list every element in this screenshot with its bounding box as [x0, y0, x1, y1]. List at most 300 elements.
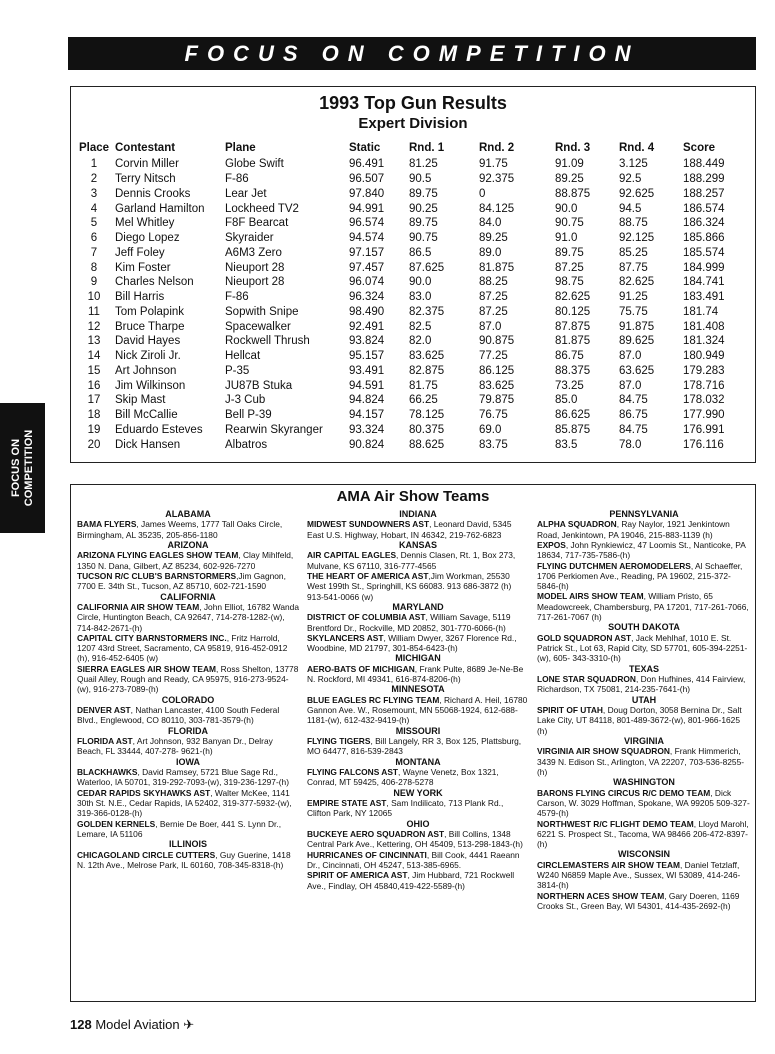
table-cell: P-35 [225, 364, 250, 377]
table-cell: Hellcat [225, 350, 261, 363]
team-name: GOLDEN KERNELS [77, 818, 156, 829]
table-cell: 86.75 [619, 409, 648, 422]
table-cell: 7 [90, 246, 98, 259]
table-cell: 90.0 [555, 202, 578, 215]
table-cell: 94.824 [349, 394, 385, 407]
team-contact: , Dennis Clasen, Rt. 1, Box 273, Mulvane, KS 67110, 316-777-4565 [307, 550, 516, 571]
table-cell: 188.257 [683, 187, 725, 200]
team-contact: , Bill Cook, 4441 Raeann Dr., Cincinnati, OH 45247, 513-385-6965. [307, 849, 520, 871]
table-cell: 98.490 [349, 305, 385, 318]
table-cell: 88.875 [555, 187, 591, 200]
team-name: MIDWEST SUNDOWNERS AST [307, 519, 430, 530]
table-cell: 90.5 [409, 173, 432, 186]
table-cell: 90.0 [409, 276, 432, 289]
table-cell: 92.125 [619, 232, 655, 245]
team-name: LONE STAR SQUADRON [537, 674, 636, 685]
table-cell: 92.491 [349, 320, 385, 333]
table-cell: 78.125 [409, 409, 445, 422]
table-row [73, 260, 753, 275]
team-entry [537, 633, 751, 664]
team-entry [307, 870, 529, 891]
top-gun-results-box [70, 86, 756, 463]
state-heading: IOWA [176, 756, 200, 767]
table-row [73, 305, 753, 320]
team-contact: , Nathan Lancaster, 4100 South Federal Blvd., Englewood, CO 80110, 303-781-3579-(h) [77, 705, 280, 726]
team-name: BARONS FLYING CIRCUS R/C DEMO TEAM [537, 787, 711, 798]
column-header: Score [683, 142, 715, 154]
table-cell: 89.75 [409, 187, 438, 200]
team-contact: , Guy Guerine, 1418 N. 12th Ave., Melrose Park, IL 60160, 708-345-8318-(h) [77, 849, 291, 870]
team-entry [307, 829, 529, 850]
team-name: SPIRIT OF AMERICA AST [307, 870, 408, 881]
results-title: 1993 Top Gun Results [319, 93, 507, 113]
table-cell: Bruce Tharpe [115, 320, 185, 333]
table-cell: F-86 [225, 291, 249, 304]
team-entry [537, 519, 751, 540]
table-cell: 85.25 [619, 246, 648, 259]
table-cell: 176.116 [683, 438, 724, 451]
team-entry [307, 519, 529, 540]
table-cell: 96.074 [349, 276, 385, 289]
team-name: BLUE EAGLES RC FLYING TEAM [307, 694, 440, 705]
team-name: HURRICANES OF CINCINNATI [307, 849, 427, 860]
team-entry [77, 767, 299, 788]
team-contact: , Walter McKee, 1141 30th St. N.E., Cedar Rapids, IA 52402, 319-377-5932-(w), 319-366-0128-(h) [77, 787, 292, 819]
table-cell: 178.716 [683, 379, 725, 392]
table-cell: 69.0 [479, 423, 502, 436]
table-cell: 8 [90, 261, 98, 274]
column-header: Plane [225, 142, 256, 154]
team-entry [77, 519, 299, 540]
table-cell: 85.0 [555, 394, 578, 407]
table-cell: 78.0 [619, 438, 642, 451]
table-cell: 88.375 [555, 364, 591, 377]
team-contact: , Richard A. Heil, 16780 Gannon Ave. W., Rosemount, MN 55068-1924, 612-688-1181-(w), 612-432-9419-(h) [307, 694, 528, 726]
team-contact: , John Elliot, 16782 Wanda Circle, Huntington Beach, CA 92647, 714-278-1282-(w), 714-842-2671-(h) [77, 602, 299, 633]
team-contact: , Al Schaeffer, 1706 Perkiomen Ave., Reading, PA 19602, 215-372-5846-(h) [537, 560, 743, 592]
team-entry [307, 664, 529, 685]
column-header: Rnd. 3 [555, 142, 591, 154]
table-row [73, 216, 753, 231]
team-contact: , Ross Shelton, 13778 Quail Alley, Rough and Ready, CA 95975, 916-273-9524-(w), 916-273-7089-(h) [77, 663, 299, 695]
team-contact: , Gary Doeren, 1169 Crooks St., Green Bay, WI 54301, 414-435-2692-(h) [537, 890, 740, 912]
table-cell: A6M3 Zero [225, 246, 282, 259]
team-contact: ,Jim Workman, 25530 West 199th St., Springhill, KS 66083. 913 686-3872 (h) 913-541-0066 (w) [307, 571, 512, 602]
team-contact: , Don Hufhines, 414 Fairview, Richardson, TX 75081, 214-235-7641-(h) [537, 674, 746, 695]
table-cell: David Hayes [115, 335, 181, 348]
table-cell: 87.625 [409, 261, 445, 274]
team-contact: , Wayne Venetz, Box 1321, Conrad, MT 59425, 406-278-5278 [307, 767, 499, 788]
table-cell: 82.5 [409, 320, 432, 333]
teams-title: AMA Air Show Teams [336, 488, 490, 505]
table-cell: JU87B Stuka [225, 379, 293, 392]
table-cell: 82.375 [409, 305, 445, 318]
state-heading: SOUTH DAKOTA [608, 622, 680, 633]
state-heading: ARIZONA [167, 540, 209, 550]
table-cell: Bill Harris [115, 291, 165, 304]
team-contact: , Doug Dorton, 3058 Bernina Dr., Salt Lake City, UT 84118, 801-489-3672-(w), 801-966-1625 (h) [537, 705, 742, 736]
table-cell: 9 [90, 276, 98, 289]
table-cell: Dennis Crooks [115, 187, 191, 200]
table-cell: Nick Ziroli Jr. [115, 350, 181, 363]
team-entry [537, 705, 751, 736]
table-cell: 96.491 [349, 158, 385, 171]
team-contact: , Jack Mehlhaf, 1010 E. St. Patrick St., Lot 63, Rapid City, SD 57701, 605-394-2251-(w), 605- 343-3310-(h) [537, 632, 748, 664]
team-name: THE HEART OF AMERICA AST [307, 571, 429, 581]
table-cell: 94.5 [619, 202, 642, 215]
team-name: CAPITAL CITY BARNSTORMERS INC. [77, 632, 227, 643]
table-cell: Rockwell Thrush [225, 335, 310, 348]
state-heading: INDIANA [399, 509, 437, 519]
table-row [73, 319, 753, 334]
table-row [73, 349, 753, 364]
state-heading: UTAH [631, 694, 657, 705]
table-cell: Sopwith Snipe [225, 305, 299, 318]
team-entry [307, 736, 529, 757]
team-contact: ,Jim Gagnon, 7700 E. 34th St., Tucson, AZ 85710, 602-721-1590 [77, 571, 286, 592]
table-cell: 87.0 [479, 320, 502, 333]
table-cell: Mel Whitley [115, 217, 175, 230]
team-contact: , Ray Naylor, 1921 Jenkintown Road, Jenkintown, PA 19046, 215-883-1139 (h) [537, 519, 730, 540]
team-name: EXPOS [537, 540, 566, 550]
team-entry [77, 664, 299, 695]
table-cell: 186.324 [683, 217, 725, 230]
column-header: Static [349, 142, 381, 154]
team-contact: , John Rynkiewicz, 47 Loomis St., Nanticoke, PA 18634, 717-735-7586-(h) [537, 540, 746, 561]
team-name: EMPIRE STATE AST [307, 798, 387, 809]
table-cell: 92.625 [619, 187, 655, 200]
team-contact: , William Savage, 5119 Brentford Dr., Rockville, MD 20852, 301-770-6066-(h) [307, 612, 511, 633]
team-name: FLORIDA AST [77, 736, 133, 747]
table-cell: 76.75 [479, 409, 508, 422]
table-cell: Skip Mast [115, 394, 166, 407]
table-cell: 63.625 [619, 364, 655, 377]
team-contact: , Dick Carson, W. 3029 Hoffman, Spokane, WA 99205 509-327-4579-(h) [537, 787, 750, 819]
team-name: ARIZONA FLYING EAGLES SHOW TEAM [77, 550, 239, 561]
team-entry [537, 540, 751, 561]
team-contact: , Lloyd Marohl, 6221 S. Prospect St., Tacoma, WA 98466 206-472-8397-(h) [537, 818, 749, 850]
state-heading: VIRGINIA [623, 735, 664, 746]
table-row [73, 231, 753, 246]
table-cell: 3 [90, 187, 98, 200]
team-name: DISTRICT OF COLUMBIA AST [307, 612, 426, 623]
table-cell: 89.75 [555, 246, 584, 259]
table-cell: 82.625 [555, 291, 591, 304]
team-entry [77, 819, 299, 840]
table-cell: Nieuport 28 [225, 261, 285, 274]
state-heading: TEXAS [628, 663, 659, 674]
team-name: DENVER AST [77, 705, 131, 716]
table-cell: 5 [90, 217, 98, 230]
table-cell: 66.25 [409, 394, 438, 407]
state-heading: WASHINGTON [613, 777, 675, 788]
table-cell: 94.574 [349, 232, 385, 245]
state-heading: KANSAS [398, 540, 437, 550]
table-cell: Charles Nelson [115, 276, 194, 289]
team-name: ALPHA SQUADRON [537, 519, 617, 530]
team-entry [77, 602, 299, 633]
teams-column-3 [537, 509, 751, 911]
table-cell: 88.625 [409, 438, 445, 451]
table-row [73, 393, 753, 408]
table-cell: 91.25 [619, 291, 648, 304]
table-cell: 96.507 [349, 173, 385, 186]
team-name: NORTHERN ACES SHOW TEAM [537, 890, 665, 901]
table-cell: 86.125 [479, 364, 515, 377]
table-cell: Jim Wilkinson [115, 379, 186, 392]
table-cell: Spacewalker [225, 320, 291, 333]
table-cell: 95.157 [349, 350, 385, 363]
state-heading: WISCONSIN [617, 849, 670, 860]
table-cell: Dick Hansen [115, 438, 181, 451]
table-cell: 89.625 [619, 335, 655, 348]
team-name: BUCKEYE AERO SQUADRON AST [307, 829, 445, 840]
team-name: SKYLANCERS AST [307, 632, 384, 643]
team-contact: , Jim Hubbard, 721 Rockwell Ave., Findlay, OH 45840,419-422-5589-(h) [307, 870, 515, 891]
results-header-row [73, 139, 753, 157]
table-cell: 97.457 [349, 261, 385, 274]
team-contact: , Frank Himmerich, 3439 N. Edison St., Arlington, VA 22207, 703-536-8255-(h) [537, 746, 745, 777]
table-row [73, 275, 753, 290]
table-cell: 2 [90, 173, 98, 186]
table-cell: Jeff Foley [115, 246, 165, 259]
table-cell: 13 [87, 335, 101, 348]
table-cell: 10 [87, 291, 101, 304]
table-cell: Lear Jet [225, 187, 267, 200]
table-cell: 89.75 [409, 217, 438, 230]
team-name: CALIFORNIA AIR SHOW TEAM [77, 602, 200, 612]
table-cell: 4 [90, 202, 98, 215]
team-entry [307, 612, 529, 633]
table-cell: 82.875 [409, 364, 445, 377]
table-cell: 92.5 [619, 173, 642, 186]
table-cell: 14 [87, 350, 101, 363]
team-name: SPIRIT OF UTAH [537, 705, 603, 716]
team-entry [77, 850, 299, 871]
team-contact: , David Ramsey, 5721 Blue Sage Rd., Waterloo, IA 50701, 319-292-7093-(w), 319-236-1297-(h) [77, 767, 289, 788]
table-cell: 89.25 [479, 232, 508, 245]
table-cell: 85.875 [555, 423, 591, 436]
team-entry [307, 550, 529, 571]
table-cell: 12 [87, 320, 101, 333]
table-cell: 181.408 [683, 320, 725, 333]
team-contact: , William Pristo, 65 Meadowcreek, Chambersburg, PA 17201, 717-261-7066, 717-261-7067 (h) [537, 591, 749, 623]
table-cell: 88.75 [619, 217, 648, 230]
team-entry [537, 860, 751, 891]
state-heading: FLORIDA [168, 725, 208, 736]
table-cell: 177.990 [683, 409, 725, 422]
table-row [73, 187, 753, 202]
table-cell: Bill McCallie [115, 409, 178, 422]
table-cell: Bell P-39 [225, 409, 272, 422]
table-cell: 81.25 [409, 158, 438, 171]
table-cell: 94.991 [349, 202, 385, 215]
table-row [73, 334, 753, 349]
table-cell: F8F Bearcat [225, 217, 289, 230]
team-entry [537, 746, 751, 777]
table-cell: 91.75 [479, 158, 508, 171]
table-cell: 181.324 [683, 335, 725, 348]
table-cell: Albatros [225, 438, 268, 451]
table-cell: 87.0 [619, 350, 642, 363]
table-cell: Garland Hamilton [115, 202, 205, 215]
team-entry [307, 850, 529, 871]
team-contact: , Art Johnson, 932 Banyan Dr., Delray Beach, FL 33444, 407-278- 9621-(h) [77, 736, 273, 757]
state-heading: MICHIGAN [395, 653, 441, 664]
table-cell: 3.125 [619, 158, 648, 171]
table-cell: Nieuport 28 [225, 276, 285, 289]
table-cell: 90.824 [349, 438, 385, 451]
table-cell: 180.949 [683, 350, 725, 363]
state-heading: ALABAMA [165, 509, 211, 519]
state-heading: OHIO [406, 818, 430, 829]
teams-column-1 [77, 509, 299, 870]
team-entry [77, 633, 299, 664]
team-contact: , Daniel Tetzlaff, W240 N6859 Maple Ave., Sussex, WI 53089, 414-246-3814-(h) [537, 859, 741, 891]
table-cell: 80.375 [409, 423, 445, 436]
table-cell: Lockheed TV2 [225, 202, 299, 215]
team-contact: , Sam Indilicato, 713 Plank Rd., Clifton Park, NY 12065 [307, 798, 504, 819]
table-cell: 79.875 [479, 394, 515, 407]
magazine-name: Model Aviation [95, 1017, 180, 1032]
team-contact: , Clay Mihlfeld, 1350 N. Dana, Gilbert, AZ 85234, 602-926-7270 [77, 550, 294, 571]
table-cell: 1 [90, 158, 98, 171]
state-heading: COLORADO [161, 694, 215, 705]
table-cell: 188.449 [683, 158, 725, 171]
table-cell: 83.0 [409, 291, 432, 304]
team-entry [537, 819, 751, 850]
table-cell: 93.324 [349, 423, 385, 436]
table-cell: 89.25 [555, 173, 584, 186]
table-cell: 91.09 [555, 158, 584, 171]
table-cell: 80.125 [555, 305, 591, 318]
table-cell: 90.875 [479, 335, 515, 348]
table-row [73, 172, 753, 187]
table-row [73, 157, 753, 172]
team-entry [537, 788, 751, 819]
team-name: AIR CAPITAL EAGLES [307, 550, 397, 561]
table-cell: 186.574 [683, 202, 725, 215]
team-name: BAMA FLYERS [77, 519, 137, 530]
page-number: 128 [70, 1017, 92, 1032]
table-cell: 83.625 [409, 350, 445, 363]
team-name: CHICAGOLAND CIRCLE CUTTERS [77, 849, 216, 860]
table-cell: 75.75 [619, 305, 648, 318]
table-cell: 96.324 [349, 291, 385, 304]
table-cell: 185.574 [683, 246, 725, 259]
table-cell: 81.75 [409, 379, 438, 392]
state-heading: ILLINOIS [169, 839, 207, 850]
table-cell: 87.875 [555, 320, 591, 333]
column-header: Rnd. 2 [479, 142, 515, 154]
column-header: Rnd. 4 [619, 142, 655, 154]
table-row [73, 290, 753, 305]
side-tab-line-1: FOCUS ON [9, 438, 22, 498]
table-cell: 86.5 [409, 246, 432, 259]
page-footer [70, 1017, 194, 1035]
table-cell: 81.875 [555, 335, 591, 348]
table-cell: 82.625 [619, 276, 655, 289]
team-name: FLYING FALCONS AST [307, 767, 399, 778]
table-cell: Terry Nitsch [115, 173, 176, 186]
team-entry [307, 695, 529, 726]
table-cell: 16 [87, 379, 101, 392]
state-heading: MINNESOTA [391, 684, 445, 695]
team-entry [537, 591, 751, 622]
results-subtitle: Expert Division [358, 115, 468, 132]
table-cell: 88.25 [479, 276, 508, 289]
table-cell: Globe Swift [225, 158, 284, 171]
table-cell: 86.75 [555, 350, 584, 363]
table-cell: 11 [88, 305, 100, 318]
table-cell: 83.75 [479, 438, 508, 451]
table-cell: 97.840 [349, 187, 385, 200]
table-cell: Art Johnson [115, 364, 177, 377]
table-row [73, 378, 753, 393]
team-name: VIRGINIA AIR SHOW SQUADRON [537, 746, 670, 757]
side-tab-label [10, 430, 36, 506]
table-cell: 92.375 [479, 173, 515, 186]
team-entry [307, 633, 529, 654]
team-name: CEDAR RAPIDS SKYHAWKS AST [77, 787, 211, 798]
table-row [73, 201, 753, 216]
table-cell: Diego Lopez [115, 232, 180, 245]
team-contact: , Bill Langely, RR 3, Box 125, Plattsburg, MO 64477, 816-539-2843 [307, 736, 522, 757]
team-entry [307, 798, 529, 819]
table-cell: 93.824 [349, 335, 385, 348]
side-section-tab [0, 403, 45, 533]
team-contact: , Fritz Harrold, 1207 43rd Street, Sacramento, CA 95819, 916-452-0912 (h), 916-452-6405 (w) [77, 632, 288, 664]
table-cell: 91.875 [619, 320, 655, 333]
team-name: BLACKHAWKS [77, 767, 138, 778]
table-row [73, 364, 753, 379]
table-cell: 82.0 [409, 335, 432, 348]
table-cell: Tom Polapink [115, 305, 185, 318]
team-contact: , Frank Pulte, 8689 Je-Ne-Be N. Rockford, MI 49341, 616-874-8206-(h) [307, 663, 524, 685]
team-name: FLYING TIGERS [307, 736, 371, 747]
table-cell: 17 [87, 394, 101, 407]
team-name: CIRCLEMASTERS AIR SHOW TEAM [537, 859, 680, 870]
table-cell: 0 [479, 187, 486, 200]
table-row [73, 246, 753, 261]
air-show-teams-box [70, 484, 756, 1002]
state-heading: MONTANA [395, 756, 441, 767]
team-name: AERO-BATS OF MICHIGAN [307, 663, 415, 674]
table-cell: 98.75 [555, 276, 584, 289]
table-cell: 94.591 [349, 379, 385, 392]
table-cell: 18 [87, 409, 101, 422]
table-cell: 90.75 [555, 217, 584, 230]
table-row [73, 437, 753, 452]
table-cell: Skyraider [225, 232, 274, 245]
table-cell: 183.491 [683, 291, 725, 304]
team-entry [77, 571, 299, 592]
teams-column-2 [307, 509, 529, 891]
table-cell: 94.157 [349, 409, 385, 422]
team-entry [77, 550, 299, 571]
team-entry [77, 705, 299, 726]
team-name: SIERRA EAGLES AIR SHOW TEAM [77, 663, 216, 674]
team-name: NORTHWEST R/C FLIGHT DEMO TEAM [537, 818, 694, 829]
team-entry [307, 767, 529, 788]
table-cell: 87.0 [619, 379, 642, 392]
team-entry [307, 571, 529, 602]
team-name: MODEL AIRS SHOW TEAM [537, 591, 644, 602]
team-contact: , Bernie De Boer, 441 S. Lynn Dr., Lemare, IA 51106 [77, 818, 282, 839]
table-cell: 93.491 [349, 364, 385, 377]
table-cell: 185.866 [683, 232, 725, 245]
table-cell: 184.741 [683, 276, 725, 289]
